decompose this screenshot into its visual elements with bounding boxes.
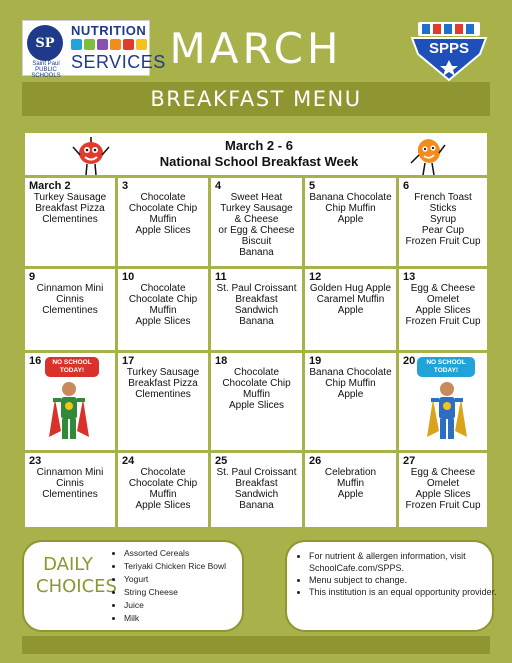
menu-item: Breakfast Pizza [128,378,198,389]
month-title: MARCH [169,24,343,73]
menu-item: Muffin [336,478,365,489]
menu-item: Breakfast [235,478,278,489]
menu-items [118,192,208,236]
food-icons [71,39,147,50]
menu-item: Muffin [149,214,177,225]
menu-item: Turkey Sausage [33,192,107,203]
menu-item: Cinnamon Mini [36,467,104,478]
day-number: 18 [215,355,228,367]
menu-item: Egg & Cheese [410,283,476,294]
day-number: 25 [215,455,228,467]
menu-item: Breakfast [235,294,278,305]
day-cell [302,450,399,530]
info-list [299,550,499,598]
day-cell [22,175,118,269]
superhero-icon [425,379,469,445]
bottle-icon [71,39,82,50]
menu-banner [22,82,490,116]
menu-item: Biscuit [241,236,272,247]
spps-text: SPPS [428,40,470,57]
day-cell [22,350,118,453]
day-number: 5 [309,180,316,192]
day-number: 12 [309,271,322,283]
menu-items [25,467,115,500]
menu-item: Syrup [429,214,457,225]
apple-icon [123,39,134,50]
menu-items [118,283,208,327]
menu-item: Golden Hug Apple [309,283,392,294]
apple-mascot-icon [71,133,111,177]
day-number: 9 [29,271,36,283]
menu-item: Chocolate Chip [128,478,198,489]
day-number: March 2 [29,180,71,192]
menu-item: Chocolate [140,467,186,478]
day-number: 20 [403,355,416,367]
menu-item: Apple [337,214,364,225]
day-cell [208,266,305,353]
info-box [285,540,497,632]
menu-item: & Cheese [234,214,279,225]
menu-item: Apple Slices [135,316,191,327]
day-cell [115,266,211,353]
menu-title: BREAKFAST MENU [150,87,362,111]
menu-item: Breakfast Pizza [35,203,105,214]
menu-item: Banana Chocolate [309,192,392,203]
day-number: 24 [122,455,135,467]
menu-items [399,192,487,247]
day-number: 16 [29,355,42,367]
menu-item: Pear Cup [421,225,465,236]
day-cell [208,450,305,530]
week-dates: March 2 - 6 [225,138,293,153]
menu-item: Celebration [324,467,377,478]
orange-mascot-icon [407,133,447,177]
menu-item: Frozen Fruit Cup [405,500,481,511]
menu-items [305,283,396,316]
day-cell [396,175,490,269]
menu-items [118,467,208,511]
menu-item: St. Paul Croissant [216,283,297,294]
menu-items [305,367,396,400]
menu-item: Caramel Muffin [316,294,385,305]
day-cell [115,450,211,530]
menu-items [211,192,302,258]
day-cell [115,175,211,269]
day-cell [396,450,490,530]
no-school-badge: NO SCHOOL TODAY! [417,357,475,377]
logo-caption: Saint Paul PUBLIC SCHOOLS [31,61,61,79]
day-number: 6 [403,180,410,192]
menu-item: Sandwich [234,305,279,316]
daily-choices-box [22,540,244,632]
spps-shield-logo [408,20,490,82]
milk-icon [97,39,108,50]
menu-item: Cinnis [56,294,84,305]
daily-choice-item: • Milk [124,612,226,625]
day-cell [302,350,399,453]
menu-item: Apple [337,305,364,316]
menu-items [305,192,396,225]
menu-item: Apple Slices [415,489,471,500]
day-number: 19 [309,355,322,367]
daily-choice-item: • Yogurt [124,573,226,586]
week-header [22,130,490,178]
menu-item: Sandwich [234,489,279,500]
carrot-icon [110,39,121,50]
day-number: 4 [215,180,222,192]
cup-icon [84,39,95,50]
menu-item: Chocolate [140,283,186,294]
menu-item: Egg & Cheese [410,467,476,478]
day-cell [302,175,399,269]
menu-item: Clementines [42,305,98,316]
info-item: • Menu subject to change. [309,574,499,586]
day-number: 23 [29,455,42,467]
menu-item: Apple Slices [228,400,285,411]
menu-item: or Egg & Cheese [218,225,295,236]
menu-items [399,467,487,511]
menu-item: Omelet [426,294,460,305]
menu-items [305,467,396,500]
menu-item: Chip Muffin [325,203,376,214]
day-cell [22,450,118,530]
daily-choice-item: • String Cheese [124,586,226,599]
bread-icon [136,39,147,50]
day-cell [22,266,118,353]
day-cell [208,350,305,453]
daily-choices-title [36,554,117,598]
superhero-icon [47,379,91,445]
menu-item: Muffin [149,489,177,500]
no-school-badge: NO SCHOOL TODAY! [45,357,99,377]
day-number: 13 [403,271,416,283]
menu-item: Chocolate [140,192,186,203]
day-number: 11 [215,271,227,283]
menu-items [211,467,302,511]
menu-item: Banana [239,316,274,327]
menu-item: Chip Muffin [325,378,376,389]
day-cell [208,175,305,269]
footer-bar [22,636,490,654]
menu-item: Clementines [135,389,191,400]
menu-item: Chocolate [233,367,280,378]
daily-choice-item: • Teriyaki Chicken Rice Bowl [124,560,226,573]
menu-item: Muffin [149,305,177,316]
day-cell [115,350,211,453]
menu-item: Apple [337,489,364,500]
info-item: • This institution is an equal opportunity provider. [309,586,499,598]
menu-item: Banana [239,500,274,511]
menu-items [25,283,115,316]
day-cell [396,350,490,453]
day-number: 10 [122,271,135,283]
week-event: National School Breakfast Week [159,154,359,169]
menu-item: Sticks [429,203,457,214]
day-number: 27 [403,455,416,467]
menu-item: Clementines [42,214,98,225]
menu-items [211,367,302,411]
menu-item: French Toast [414,192,472,203]
menu-item: Banana Chocolate [309,367,392,378]
menu-items [211,283,302,327]
logo-subtitle: SERVICES [71,52,166,72]
menu-item: Cinnamon Mini [36,283,104,294]
menu-item: Muffin [242,389,271,400]
menu-item: Apple Slices [415,305,471,316]
daily-choice-item: • Juice [124,599,226,612]
menu-item: Sweet Heat [230,192,283,203]
menu-item: Apple [337,389,364,400]
menu-items [118,367,208,400]
daily-choice-item: • Assorted Cereals [124,547,226,560]
day-number: 17 [122,355,135,367]
menu-item: Chocolate Chip [128,203,198,214]
day-cell [302,266,399,353]
menu-item: Frozen Fruit Cup [405,316,481,327]
day-number: 3 [122,180,129,192]
menu-item: Banana [239,247,274,258]
menu-item: Clementines [42,489,98,500]
calendar [22,130,490,530]
menu-item: Turkey Sausage [126,367,200,378]
menu-items [399,283,487,327]
menu-item: Apple Slices [135,225,191,236]
info-item: • For nutrient & allergen information, visit SchoolCafe.com/SPPS. [309,550,499,574]
menu-item: Apple Slices [135,500,191,511]
daily-title-line1: DAILY [43,554,93,575]
menu-item: Cinnis [56,478,84,489]
saint-paul-seal-icon: SP [27,25,63,61]
logo-title: NUTRITION [71,23,147,38]
menu-item: Frozen Fruit Cup [405,236,481,247]
menu-item: Chocolate Chip [128,294,198,305]
nutrition-services-logo [22,20,166,79]
daily-choices-list [114,547,226,625]
day-number: 26 [309,455,322,467]
menu-items [25,192,115,225]
day-cell [396,266,490,353]
menu-item: Omelet [426,478,460,489]
menu-item: Chocolate Chip [222,378,291,389]
menu-item: Turkey Sausage [220,203,293,214]
daily-title-line2: CHOICES [36,576,117,597]
menu-item: St. Paul Croissant [216,467,297,478]
